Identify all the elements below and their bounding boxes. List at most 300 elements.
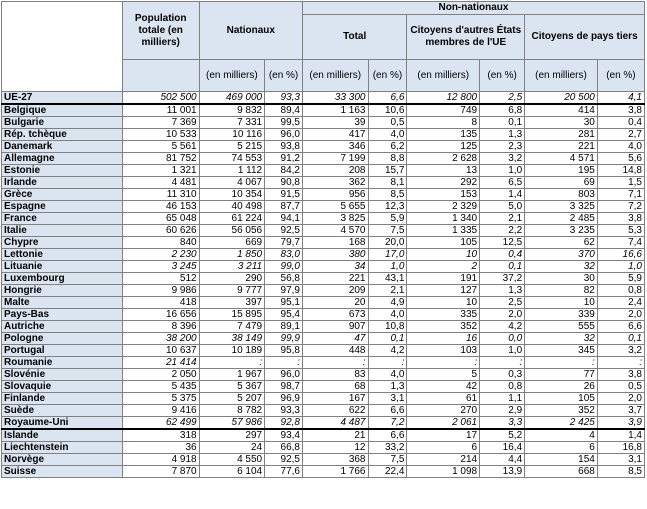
cell-ue-pct: 4,2	[480, 321, 525, 333]
cell-tiers-pct: 5,9	[597, 273, 644, 285]
cell-tot-pct: 6,2	[368, 141, 407, 153]
cell-tiers-pct: 7,1	[597, 189, 644, 201]
table-row	[2, 429, 645, 442]
cell-ue-pct: 16,4	[480, 442, 525, 454]
cell-nat: 15 895	[199, 309, 265, 321]
cell-tiers: 345	[525, 345, 598, 357]
cell-pop: 8 396	[122, 321, 199, 333]
cell-tot: 417	[302, 129, 368, 141]
cell-tiers: 82	[525, 285, 598, 297]
cell-pop: 418	[122, 297, 199, 309]
cell-tot: 83	[302, 369, 368, 381]
cell-tot-pct: 4,2	[368, 345, 407, 357]
cell-pop: 10 637	[122, 345, 199, 357]
cell-ue-pct: 4,4	[480, 454, 525, 466]
cell-pop: 9 986	[122, 285, 199, 297]
cell-ue: 1 335	[407, 225, 480, 237]
header-pays-tiers: Citoyens de pays tiers	[525, 15, 645, 60]
country-name: Chypre	[2, 237, 123, 249]
country-name: Allemagne	[2, 153, 123, 165]
cell-tiers-pct: 4,1	[597, 92, 644, 105]
cell-pop: 81 752	[122, 153, 199, 165]
cell-tot-pct: 5,9	[368, 213, 407, 225]
table-row	[2, 285, 645, 297]
cell-ue: 214	[407, 454, 480, 466]
cell-nat: :	[199, 357, 265, 369]
table-row	[2, 117, 645, 129]
cell-tiers: 20 500	[525, 92, 598, 105]
table-row	[2, 454, 645, 466]
unit-ue-pct: (en %)	[480, 60, 525, 92]
country-name: Lituanie	[2, 261, 123, 273]
cell-pop: 7 870	[122, 466, 199, 478]
cell-nat: 40 498	[199, 201, 265, 213]
cell-pop: 2 230	[122, 249, 199, 261]
unit-ue-milliers: (en milliers)	[407, 60, 480, 92]
cell-tot: 7 199	[302, 153, 368, 165]
table-row	[2, 237, 645, 249]
cell-tiers: 32	[525, 261, 598, 273]
cell-tiers-pct: 3,8	[597, 104, 644, 117]
cell-tiers-pct: 0,5	[597, 381, 644, 393]
table-row	[2, 92, 645, 105]
cell-pop: 46 153	[122, 201, 199, 213]
cell-nat: 4 550	[199, 454, 265, 466]
cell-pop: 11 001	[122, 104, 199, 117]
cell-tot-pct: 8,1	[368, 177, 407, 189]
country-name: Autriche	[2, 321, 123, 333]
table-row	[2, 321, 645, 333]
cell-ue-pct: 2,5	[480, 92, 525, 105]
country-name: Pays-Bas	[2, 309, 123, 321]
cell-tiers-pct: 1,0	[597, 261, 644, 273]
cell-ue: 6	[407, 442, 480, 454]
cell-tiers: 32	[525, 333, 598, 345]
cell-tot: 33 300	[302, 92, 368, 105]
cell-pop: 840	[122, 237, 199, 249]
cell-ue: 125	[407, 141, 480, 153]
cell-tiers: 6	[525, 442, 598, 454]
cell-tot-pct: 7,2	[368, 417, 407, 430]
table-row	[2, 225, 645, 237]
cell-tot: 20	[302, 297, 368, 309]
cell-ue-pct: 1,3	[480, 285, 525, 297]
cell-tiers-pct: 5,3	[597, 225, 644, 237]
cell-pop: 318	[122, 429, 199, 442]
cell-tiers-pct: 2,0	[597, 309, 644, 321]
unit-nat-pct: (en %)	[265, 60, 303, 92]
cell-tot-pct: 7,5	[368, 454, 407, 466]
cell-ue-pct: 13,9	[480, 466, 525, 478]
cell-tiers: :	[525, 357, 598, 369]
cell-tiers: 555	[525, 321, 598, 333]
cell-ue-pct: 37,2	[480, 273, 525, 285]
cell-tiers-pct: 1,5	[597, 177, 644, 189]
cell-tot-pct: 15,7	[368, 165, 407, 177]
cell-ue: 42	[407, 381, 480, 393]
table-row	[2, 466, 645, 478]
cell-tiers: 221	[525, 141, 598, 153]
cell-nat: 61 224	[199, 213, 265, 225]
country-name: Slovaquie	[2, 381, 123, 393]
cell-ue-pct: 2,1	[480, 213, 525, 225]
cell-ue: 352	[407, 321, 480, 333]
cell-nat: 8 782	[199, 405, 265, 417]
header-nationaux: Nationaux	[199, 2, 302, 60]
cell-nat-pct: 56,8	[265, 273, 303, 285]
cell-nat: 24	[199, 442, 265, 454]
cell-nat-pct: 96,9	[265, 393, 303, 405]
cell-tot: 448	[302, 345, 368, 357]
cell-tiers-pct: 1,4	[597, 429, 644, 442]
cell-tot-pct: :	[368, 357, 407, 369]
cell-tot-pct: 2,1	[368, 285, 407, 297]
cell-ue: 135	[407, 129, 480, 141]
cell-tot-pct: 20,0	[368, 237, 407, 249]
cell-tiers: 195	[525, 165, 598, 177]
country-name: Lettonie	[2, 249, 123, 261]
cell-ue: :	[407, 357, 480, 369]
cell-pop: 16 656	[122, 309, 199, 321]
cell-nat-pct: 89,1	[265, 321, 303, 333]
table-row	[2, 442, 645, 454]
cell-nat: 57 986	[199, 417, 265, 430]
cell-tiers-pct: 0,4	[597, 117, 644, 129]
table-row	[2, 273, 645, 285]
cell-nat: 5 207	[199, 393, 265, 405]
cell-tot-pct: 4,0	[368, 309, 407, 321]
cell-tiers: 339	[525, 309, 598, 321]
table-row	[2, 297, 645, 309]
cell-ue: 270	[407, 405, 480, 417]
cell-ue: 5	[407, 369, 480, 381]
header-non-nationaux: Non-nationaux	[302, 2, 644, 15]
country-name: France	[2, 213, 123, 225]
cell-tot-pct: 0,5	[368, 117, 407, 129]
cell-tot-pct: 4,0	[368, 369, 407, 381]
cell-ue: 2 329	[407, 201, 480, 213]
country-name: Bulgarie	[2, 117, 123, 129]
cell-pop: 7 369	[122, 117, 199, 129]
cell-tiers-pct: 8,5	[597, 466, 644, 478]
cell-nat: 1 112	[199, 165, 265, 177]
cell-pop: 36	[122, 442, 199, 454]
cell-nat: 6 104	[199, 466, 265, 478]
cell-tot: 209	[302, 285, 368, 297]
cell-tot-pct: 4,9	[368, 297, 407, 309]
cell-nat-pct: 95,8	[265, 345, 303, 357]
cell-tot: 956	[302, 189, 368, 201]
cell-nat-pct: 93,4	[265, 429, 303, 442]
cell-tiers: 668	[525, 466, 598, 478]
corner-cell	[2, 2, 123, 92]
cell-tot-pct: 10,6	[368, 104, 407, 117]
cell-tot-pct: 1,3	[368, 381, 407, 393]
country-name: Slovénie	[2, 369, 123, 381]
cell-ue-pct: 1,0	[480, 345, 525, 357]
cell-nat: 1 850	[199, 249, 265, 261]
cell-nat-pct: 95,1	[265, 297, 303, 309]
cell-ue-pct: 1,1	[480, 393, 525, 405]
country-name: Italie	[2, 225, 123, 237]
cell-nat: 5 367	[199, 381, 265, 393]
cell-tiers: 62	[525, 237, 598, 249]
header-pop-total: Population totale (en milliers)	[122, 2, 199, 60]
cell-ue: 8	[407, 117, 480, 129]
cell-nat: 4 067	[199, 177, 265, 189]
cell-tot: 21	[302, 429, 368, 442]
cell-ue-pct: 12,5	[480, 237, 525, 249]
cell-tiers-pct: 16,6	[597, 249, 644, 261]
cell-ue-pct: 0,4	[480, 249, 525, 261]
cell-pop: 4 918	[122, 454, 199, 466]
table-row	[2, 189, 645, 201]
cell-tot: 4 487	[302, 417, 368, 430]
cell-pop: 60 626	[122, 225, 199, 237]
country-name: UE-27	[2, 92, 123, 105]
cell-ue-pct: 0,1	[480, 261, 525, 273]
cell-tot-pct: 6,6	[368, 405, 407, 417]
header-citoyens-ue: Citoyens d'autres États membres de l'UE	[407, 15, 525, 60]
cell-ue-pct: 2,2	[480, 225, 525, 237]
cell-tot: 1 163	[302, 104, 368, 117]
cell-nat: 10 189	[199, 345, 265, 357]
cell-ue: 2 061	[407, 417, 480, 430]
cell-ue: 2	[407, 261, 480, 273]
table-row	[2, 309, 645, 321]
cell-ue: 153	[407, 189, 480, 201]
cell-ue: 13	[407, 165, 480, 177]
cell-tot: 39	[302, 117, 368, 129]
cell-ue: 12 800	[407, 92, 480, 105]
cell-tot-pct: 17,0	[368, 249, 407, 261]
cell-tiers-pct: 7,2	[597, 201, 644, 213]
cell-nat: 297	[199, 429, 265, 442]
cell-tot-pct: 3,1	[368, 393, 407, 405]
country-name: Hongrie	[2, 285, 123, 297]
cell-nat: 3 211	[199, 261, 265, 273]
cell-nat: 469 000	[199, 92, 265, 105]
cell-ue-pct: 1,4	[480, 189, 525, 201]
cell-tot: 68	[302, 381, 368, 393]
cell-ue-pct: 2,5	[480, 297, 525, 309]
cell-nat: 397	[199, 297, 265, 309]
cell-pop: 62 499	[122, 417, 199, 430]
cell-pop: 2 050	[122, 369, 199, 381]
country-name: Royaume-Uni	[2, 417, 123, 430]
cell-pop: 512	[122, 273, 199, 285]
cell-tiers-pct: 14,8	[597, 165, 644, 177]
table-row	[2, 393, 645, 405]
cell-nat-pct: 66,8	[265, 442, 303, 454]
cell-ue: 191	[407, 273, 480, 285]
cell-tot: 673	[302, 309, 368, 321]
cell-pop: 502 500	[122, 92, 199, 105]
country-name: Finlande	[2, 393, 123, 405]
cell-tot-pct: 33,2	[368, 442, 407, 454]
cell-nat-pct: 95,4	[265, 309, 303, 321]
table-row	[2, 381, 645, 393]
cell-nat-pct: 96,0	[265, 129, 303, 141]
cell-tiers-pct: 2,7	[597, 129, 644, 141]
cell-ue: 61	[407, 393, 480, 405]
cell-pop: 5 375	[122, 393, 199, 405]
cell-ue: 127	[407, 285, 480, 297]
cell-nat-pct: 91,2	[265, 153, 303, 165]
table-row	[2, 405, 645, 417]
cell-tot: 47	[302, 333, 368, 345]
cell-nat-pct: 99,9	[265, 333, 303, 345]
cell-ue-pct: 0,8	[480, 381, 525, 393]
cell-tiers-pct: 16,8	[597, 442, 644, 454]
cell-tot-pct: 6,6	[368, 92, 407, 105]
cell-tiers-pct: 3,2	[597, 345, 644, 357]
table-row	[2, 165, 645, 177]
cell-tiers-pct: 0,8	[597, 285, 644, 297]
cell-ue-pct: 5,0	[480, 201, 525, 213]
cell-tot: 368	[302, 454, 368, 466]
cell-tiers: 3 325	[525, 201, 598, 213]
cell-nat-pct: 79,7	[265, 237, 303, 249]
table-row	[2, 249, 645, 261]
country-name: Norvège	[2, 454, 123, 466]
cell-tiers: 30	[525, 273, 598, 285]
cell-tot: 5 655	[302, 201, 368, 213]
cell-tot-pct: 22,4	[368, 466, 407, 478]
cell-tot: 4 570	[302, 225, 368, 237]
cell-nat: 74 553	[199, 153, 265, 165]
cell-nat-pct: 96,0	[265, 369, 303, 381]
cell-pop: 11 310	[122, 189, 199, 201]
cell-tot-pct: 8,8	[368, 153, 407, 165]
cell-pop: 4 481	[122, 177, 199, 189]
cell-ue-pct: 1,0	[480, 165, 525, 177]
cell-nat-pct: 97,9	[265, 285, 303, 297]
cell-nat-pct: 77,6	[265, 466, 303, 478]
cell-ue-pct: 3,2	[480, 153, 525, 165]
cell-ue: 335	[407, 309, 480, 321]
cell-nat: 9 832	[199, 104, 265, 117]
table-row	[2, 261, 645, 273]
cell-tot-pct: 7,5	[368, 225, 407, 237]
cell-tiers: 803	[525, 189, 598, 201]
cell-tot: :	[302, 357, 368, 369]
unit-tot-pct: (en %)	[368, 60, 407, 92]
country-name: Suisse	[2, 466, 123, 478]
cell-tot: 208	[302, 165, 368, 177]
cell-tot: 362	[302, 177, 368, 189]
cell-nat-pct: 94,1	[265, 213, 303, 225]
cell-nat: 1 967	[199, 369, 265, 381]
cell-nat: 7 331	[199, 117, 265, 129]
unit-tot-milliers: (en milliers)	[302, 60, 368, 92]
cell-tot-pct: 10,8	[368, 321, 407, 333]
country-name: Estonie	[2, 165, 123, 177]
cell-pop: 1 321	[122, 165, 199, 177]
country-name: Pologne	[2, 333, 123, 345]
cell-tiers-pct: 2,0	[597, 393, 644, 405]
cell-tiers-pct: 3,9	[597, 417, 644, 430]
country-name: Espagne	[2, 201, 123, 213]
country-name: Roumanie	[2, 357, 123, 369]
country-name: Rép. tchèque	[2, 129, 123, 141]
cell-tot-pct: 12,3	[368, 201, 407, 213]
cell-tot: 346	[302, 141, 368, 153]
cell-tiers: 154	[525, 454, 598, 466]
cell-tiers-pct: 3,8	[597, 369, 644, 381]
unit-nat-milliers: (en milliers)	[199, 60, 265, 92]
cell-nat-pct: 92,5	[265, 225, 303, 237]
cell-ue: 103	[407, 345, 480, 357]
cell-nat-pct: :	[265, 357, 303, 369]
cell-tiers: 4 571	[525, 153, 598, 165]
cell-ue-pct: 0,1	[480, 117, 525, 129]
country-name: Grèce	[2, 189, 123, 201]
cell-pop: 65 048	[122, 213, 199, 225]
cell-nat-pct: 83,0	[265, 249, 303, 261]
cell-nat: 10 116	[199, 129, 265, 141]
cell-nat: 669	[199, 237, 265, 249]
cell-tiers: 4	[525, 429, 598, 442]
cell-nat-pct: 93,3	[265, 92, 303, 105]
cell-tot: 34	[302, 261, 368, 273]
cell-tiers: 352	[525, 405, 598, 417]
cell-pop: 3 245	[122, 261, 199, 273]
country-name: Irlande	[2, 177, 123, 189]
cell-tot: 3 825	[302, 213, 368, 225]
table-row	[2, 357, 645, 369]
population-table	[1, 1, 645, 478]
cell-tot: 221	[302, 273, 368, 285]
cell-ue: 10	[407, 297, 480, 309]
cell-tot: 380	[302, 249, 368, 261]
cell-tiers-pct: 3,8	[597, 213, 644, 225]
country-name: Portugal	[2, 345, 123, 357]
country-name: Islande	[2, 429, 123, 442]
cell-tiers: 69	[525, 177, 598, 189]
cell-pop: 5 561	[122, 141, 199, 153]
cell-tiers-pct: 2,4	[597, 297, 644, 309]
cell-tiers: 105	[525, 393, 598, 405]
cell-tot: 622	[302, 405, 368, 417]
table-row	[2, 201, 645, 213]
cell-tiers-pct: :	[597, 357, 644, 369]
cell-ue-pct: 2,9	[480, 405, 525, 417]
table-row	[2, 141, 645, 153]
cell-tiers-pct: 3,1	[597, 454, 644, 466]
cell-tiers: 2 485	[525, 213, 598, 225]
cell-ue-pct: :	[480, 357, 525, 369]
cell-pop: 21 414	[122, 357, 199, 369]
cell-ue-pct: 6,8	[480, 104, 525, 117]
cell-tot: 168	[302, 237, 368, 249]
cell-nat: 290	[199, 273, 265, 285]
cell-tot: 167	[302, 393, 368, 405]
cell-tiers: 77	[525, 369, 598, 381]
table-row	[2, 369, 645, 381]
country-name: Suède	[2, 405, 123, 417]
cell-ue-pct: 0,0	[480, 333, 525, 345]
cell-ue: 105	[407, 237, 480, 249]
cell-ue: 16	[407, 333, 480, 345]
cell-nat-pct: 91,5	[265, 189, 303, 201]
country-name: Malte	[2, 297, 123, 309]
cell-nat: 10 354	[199, 189, 265, 201]
cell-pop: 5 435	[122, 381, 199, 393]
cell-nat-pct: 98,7	[265, 381, 303, 393]
cell-tot: 12	[302, 442, 368, 454]
cell-tot: 907	[302, 321, 368, 333]
